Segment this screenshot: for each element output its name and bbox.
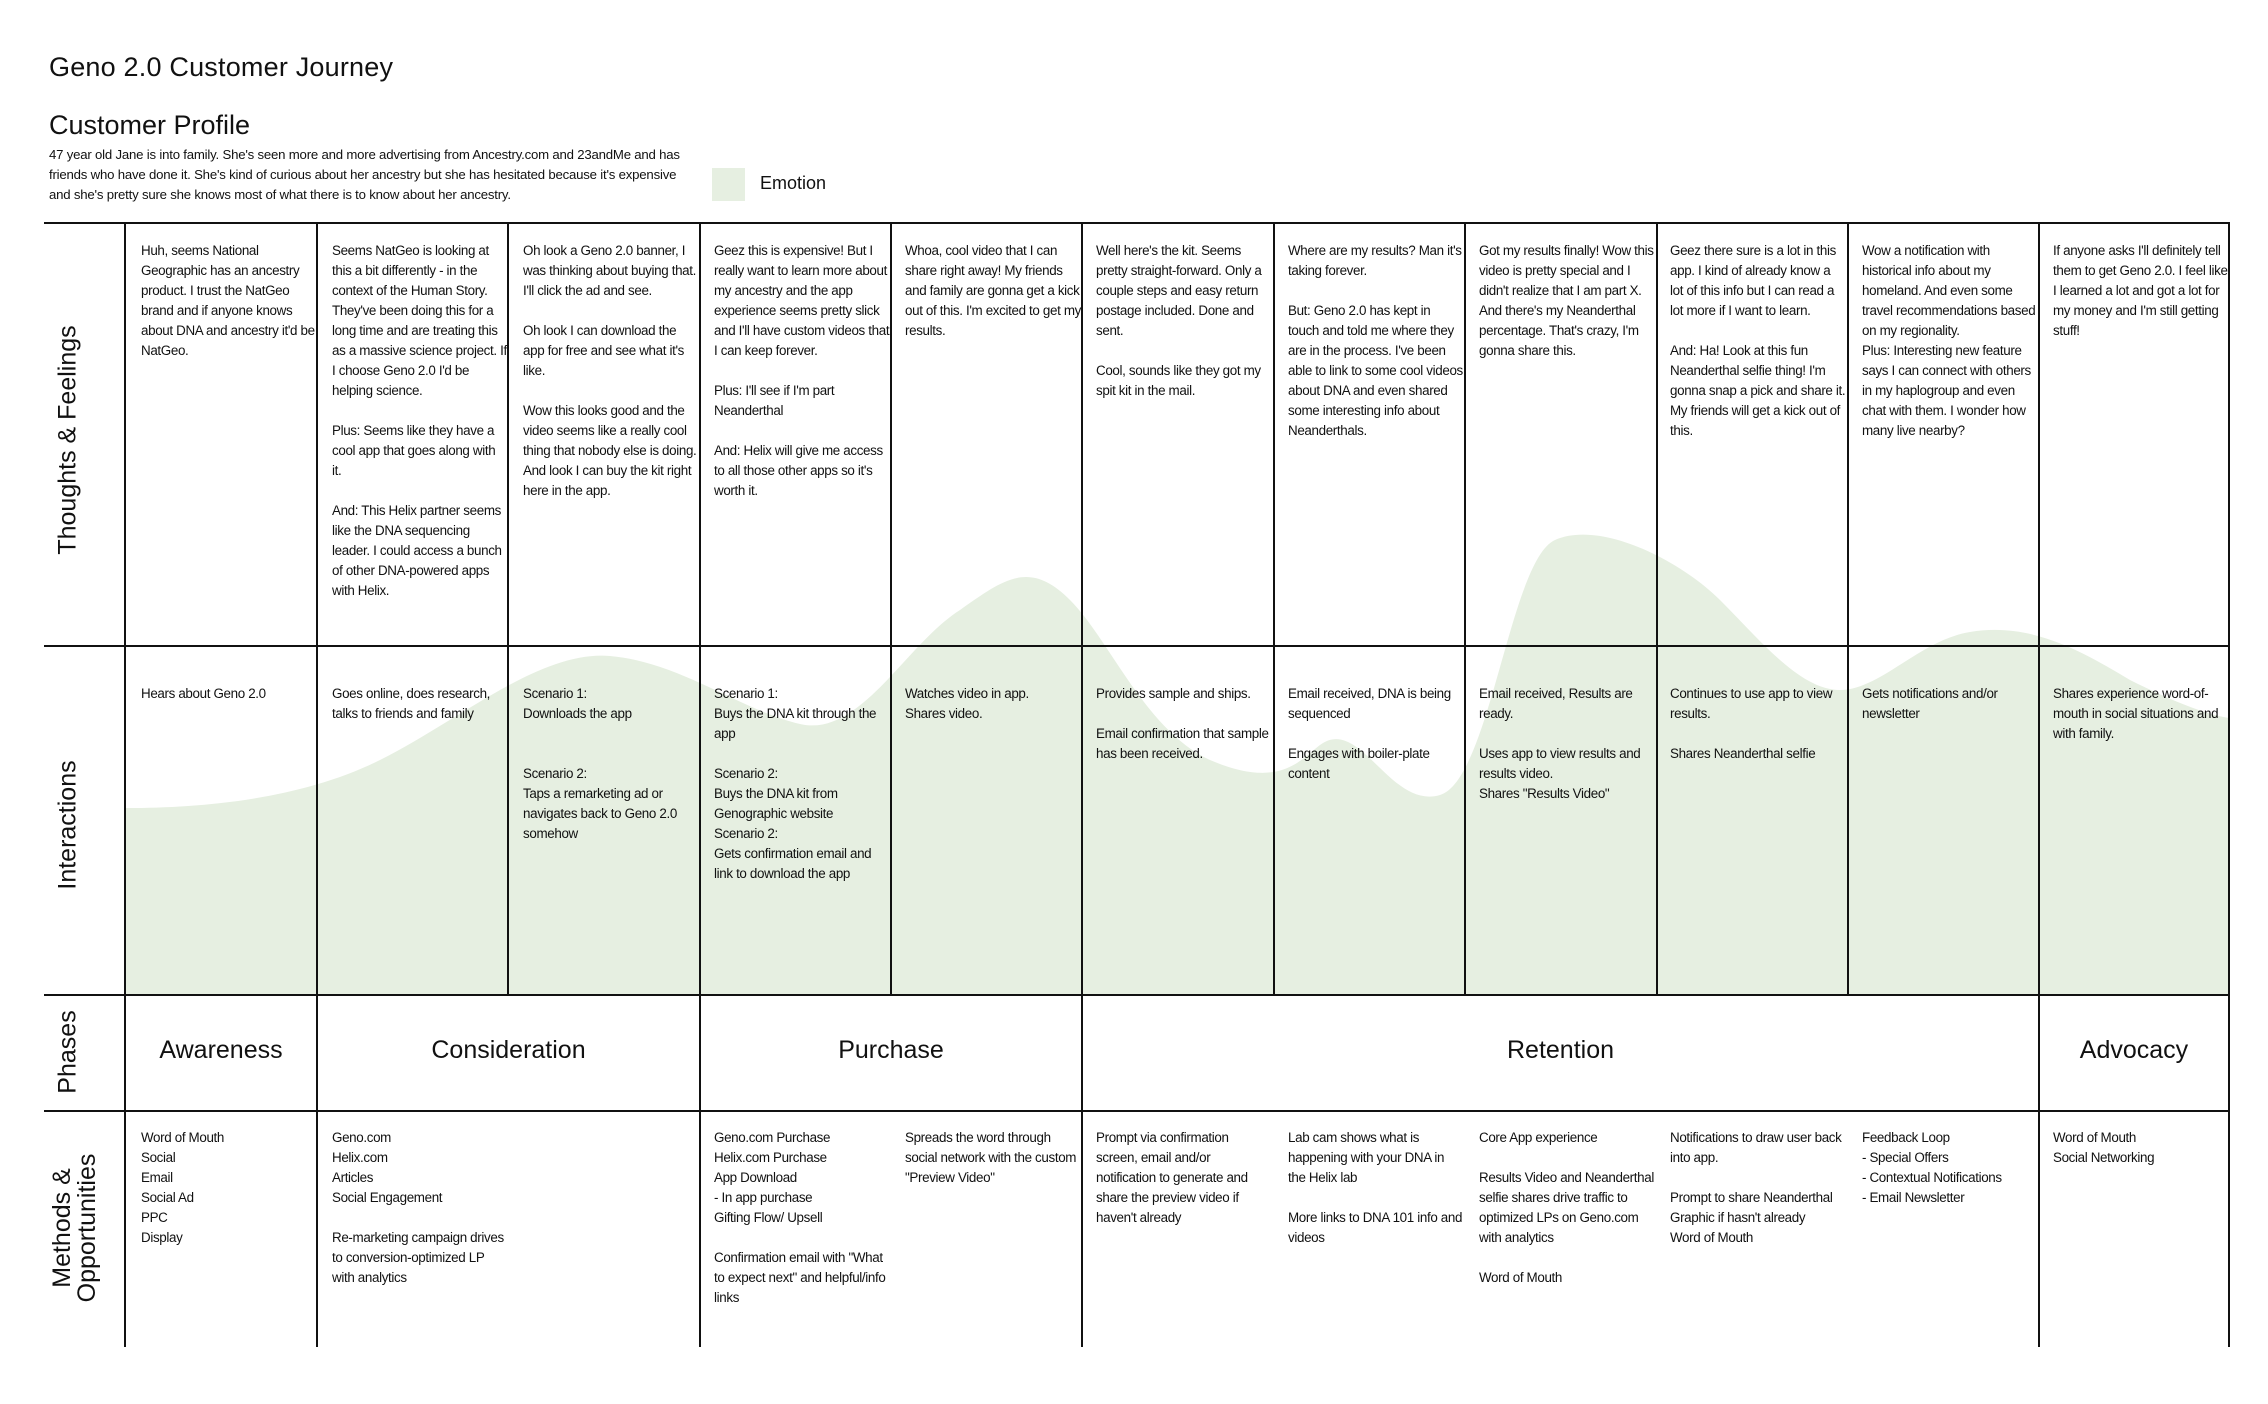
grid-line [1847, 222, 1849, 996]
methods-cell: Feedback Loop - Special Offers - Contextual Notifications - Email Newsletter [1862, 1130, 2002, 1205]
thoughts-cell: Geez there sure is a lot in this app. I kind of already know a lot of this info but I can read a lot more if I want to learn. And: Ha! Look at this fun Neanderthal selfie thing! I'm gonna snap a pick and share it. My friends will get a kick out of this. [1670, 243, 1846, 438]
page-title: Geno 2.0 Customer Journey [49, 52, 394, 82]
grid-line [44, 994, 2230, 996]
row-label-thoughts: Thoughts & Feelings [53, 325, 82, 555]
thoughts-cell: Well here's the kit. Seems pretty straight-forward. Only a couple steps and easy return postage included. Done and sent. Cool, sounds like they got my spit kit in the mail. [1096, 243, 1262, 398]
methods-cell: Core App experience Results Video and Neanderthal selfie shares drive traffic to optimized LPs on Geno.com with analytics Word of Mouth [1479, 1130, 1654, 1285]
grid-line [124, 222, 126, 1347]
grid-line [44, 222, 2230, 224]
interactions-cell: Continues to use app to view results. Shares Neanderthal selfie [1670, 686, 1833, 761]
interactions-cell: Gets notifications and/or newsletter [1862, 686, 1998, 721]
methods-cell: Word of Mouth Social Networking [2053, 1130, 2155, 1165]
phase-consideration: Consideration [431, 1035, 586, 1064]
interactions-cell: Email received, DNA is being sequenced Engages with boiler-plate content [1288, 686, 1451, 781]
interactions-cell: Shares experience word-of-mouth in social situations and with family. [2053, 686, 2219, 741]
thoughts-cell: Huh, seems National Geographic has an ancestry product. I trust the NatGeo brand and if anyone knows about DNA and ancestry it'd be NatGeo. [141, 243, 315, 358]
interactions-cell: Goes online, does research, talks to friends and family [332, 686, 491, 721]
row-label-phases: Phases [53, 1010, 82, 1094]
grid-line [2228, 222, 2230, 1347]
phase-advocacy: Advocacy [2079, 1035, 2189, 1064]
thoughts-cell: Oh look a Geno 2.0 banner, I was thinking about buying that. I'll click the ad and see. Oh look I can download the app for free and see what it's like. Wow this looks good and the video seems like a really cool thing that nobody else is doing. And look I can buy the kit right here in the app. [523, 243, 697, 498]
interactions-cell: Scenario 1: Downloads the app Scenario 2: Taps a remarketing ad or navigates back to Geno 2.0 somehow [523, 686, 677, 841]
interactions-cell: Scenario 1: Buys the DNA kit through the app Scenario 2: Buys the DNA kit from Genographic website Scenario 2: Gets confirmation email and link to download the app [714, 686, 877, 881]
row-label-interactions: Interactions [53, 760, 82, 890]
interactions-cell: Hears about Geno 2.0 [141, 686, 266, 701]
grid-line [1464, 222, 1466, 996]
phase-retention: Retention [1506, 1035, 1615, 1064]
grid-line [2038, 222, 2040, 1347]
methods-cell: Spreads the word through social network with the custom "Preview Video" [905, 1130, 1077, 1185]
thoughts-cell: Wow a notification with historical info about my homeland. And even some travel recommendations based on my regionality. Plus: Interesting new feature says I can connect with others in my haplogroup and even chat with them. I wonder how many live nearby? [1862, 243, 2036, 438]
interactions-cell: Watches video in app. Shares video. [905, 686, 1029, 721]
grid-line [1273, 222, 1275, 996]
thoughts-cell: Seems NatGeo is looking at this a bit differently - in the context of the Human Story. They've been doing this for a long time and are treating this as a massive science project. If I choose Geno 2.0 I'd be helping science. Plus: Seems like they have a cool app that goes along with it. And: This Helix partner seems like the DNA sequencing leader. I could access a bunch of other DNA-powered apps with Helix. [332, 243, 507, 598]
grid-line [44, 645, 2230, 647]
methods-cell: Word of Mouth Social Email Social Ad PPC Display [141, 1130, 225, 1245]
grid-line [44, 1110, 2230, 1112]
phase-awareness: Awareness [159, 1035, 283, 1064]
interactions-cell: Email received, Results are ready. Uses app to view results and results video. Shares "Results Video" [1479, 686, 1641, 801]
thoughts-cell: Geez this is expensive! But I really want to learn more about my ancestry and the app experience seems pretty slick and I'll have custom videos that I can keep forever. Plus: I'll see if I'm part Neanderthal And: Helix will give me access to all those other apps so it's worth it. [714, 243, 890, 498]
methods-cell: Prompt via confirmation screen, email and/or notification to generate and share the preview video if haven't already [1096, 1130, 1248, 1225]
row-label-methods: Methods & Opportunities [48, 1153, 101, 1303]
thoughts-cell: If anyone asks I'll definitely tell them to get Geno 2.0. I feel like I learned a lot and got a lot for my money and I'm still getting stuff! [2053, 243, 2228, 338]
customer-profile-heading: Customer Profile [49, 110, 251, 140]
grid-line [1081, 222, 1083, 1347]
grid-line [890, 222, 892, 996]
thoughts-cell: Whoa, cool video that I can share right away! My friends and family are gonna get a kick out of this. I'm excited to get my results. [905, 243, 1081, 338]
interactions-cell: Provides sample and ships. Email confirmation that sample has been received. [1096, 686, 1269, 761]
methods-cell: Notifications to draw user back into app. Prompt to share Neanderthal Graphic if hasn't already Word of Mouth [1670, 1130, 1842, 1245]
methods-cell: Lab cam shows what is happening with your DNA in the Helix lab More links to DNA 101 info and videos [1288, 1130, 1463, 1245]
emotion-legend-label: Emotion [760, 173, 827, 193]
thoughts-cell: Where are my results? Man it's taking forever. But: Geno 2.0 has kept in touch and told me where they are in the process. I've been able to link to some cool videos about DNA and even shared some interesting info about Neanderthals. [1288, 243, 1463, 438]
methods-cell: Geno.com Purchase Helix.com Purchase App Download - In app purchase Gifting Flow/ Upsell Confirmation email with "What to expect next" and helpful/info links [714, 1130, 886, 1305]
grid-line [699, 222, 701, 1347]
methods-cell: Geno.com Helix.com Articles Social Engagement Re-marketing campaign drives to conversion-optimized LP with analytics [332, 1130, 504, 1285]
thoughts-cell: Got my results finally! Wow this video is pretty special and I didn't realize that I am part X. And there's my Neanderthal percentage. That's crazy, I'm gonna share this. [1479, 243, 1654, 358]
phase-purchase: Purchase [838, 1035, 944, 1064]
grid-line [1656, 222, 1658, 996]
customer-profile-description: 47 year old Jane is into family. She's seen more and more advertising from Ancestry.com and 23andMe and has friends who have done it. She's kind of curious about her ancestry but she has hesitated because it's expensive and she's pretty sure she knows most of what there is to know about her ancestry. [49, 147, 680, 202]
